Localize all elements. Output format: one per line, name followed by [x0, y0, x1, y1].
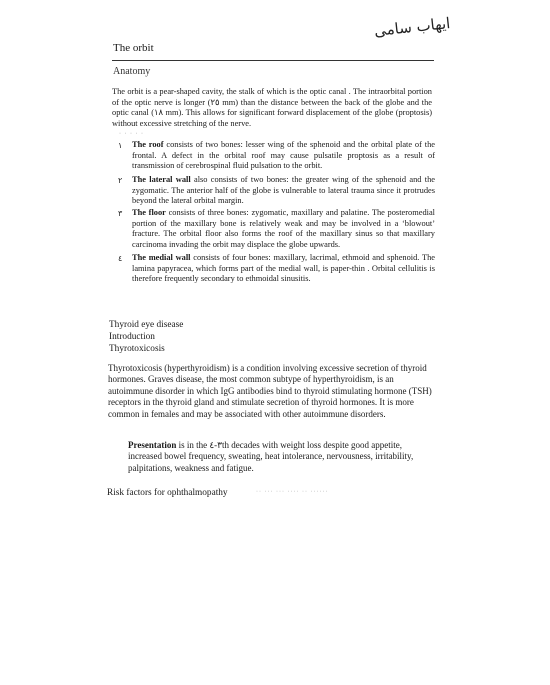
wall-item-lateral [132, 175, 435, 207]
thyroid-heading: Thyroid eye disease [109, 320, 184, 330]
presentation-text: is in the ٣-٤th decades with weight loss despite good appetite, increased bowel frequency, sweating, heat intolerance, nervousness, irritability, palpitations, weakness and fatigue. [128, 440, 414, 473]
faint-text: ·· ··· ··· ···· ·· ······ [256, 489, 329, 495]
wall-item-roof [132, 140, 435, 172]
wall-number-4: ٤ [118, 254, 123, 263]
page-title: The orbit [113, 42, 154, 54]
wall-term: The floor [132, 208, 166, 217]
presentation-term: Presentation [128, 440, 177, 450]
section-heading-anatomy: Anatomy [113, 66, 151, 77]
wall-text: consists of two bones: lesser wing of the sphenoid and the orbital plate of the frontal. A defect in the orbital roof may cause pulsatile proptosis as a result of transmission of cerebrospinal fluid pulsation to the orbit. [132, 140, 435, 171]
thyrotoxicosis-subheading: Thyrotoxicosis [109, 344, 165, 354]
faint-mark: · · · · · [119, 131, 144, 137]
presentation-paragraph [128, 440, 438, 474]
handwritten-note: ایهاب سامی [372, 14, 451, 40]
wall-item-medial [132, 253, 435, 285]
intro-paragraph: The orbit is a pear-shaped cavity, the stalk of which is the optic canal . The intraorbital portion of the optic nerve is longer (٢٥ mm) than the distance between the back of the globe and the optic canal (١٨ mm). This allows for significant forward displacement of the globe (proptosis) without excessive stretching of the nerve. [112, 87, 432, 128]
wall-number-2: ٢ [118, 176, 123, 185]
thyrotoxicosis-paragraph: Thyrotoxicosis (hyperthyroidism) is a condition involving excessive secretion of thyroid hormones. Graves disease, the most common subtype of hyperthyroidism, is an autoimmune disorder in which IgG antibodies bind to thyroid stimulating hormone (TSH) receptors in the thyroid gland and stimulate secretion of thyroid hormones. It is more common in females and may be associated with other autoimmune disorders. [108, 363, 432, 419]
risk-factors-heading: Risk factors for ophthalmopathy [107, 488, 228, 498]
wall-term: The lateral wall [132, 175, 191, 184]
wall-text: also consists of two bones: the greater wing of the sphenoid and the zygomatic. The anterior half of the globe is vulnerable to lateral trauma since it protrudes beyond the lateral orbital margin. [132, 175, 435, 206]
introduction-label: Introduction [109, 332, 155, 342]
title-rule [112, 60, 434, 61]
wall-term: The medial wall [132, 253, 191, 262]
wall-term: The roof [132, 140, 164, 149]
wall-item-floor [132, 208, 435, 250]
wall-text: consists of three bones: zygomatic, maxillary and palatine. The posteromedial portion of the maxillary bone is relatively weak and may be involved in a ‘blowout’ fracture. The orbital floor also forms the roof of the maxillary sinus so that maxillary carcinoma invading the orbit may displace the globe upwards. [132, 208, 436, 249]
wall-text: consists of four bones: maxillary, lacrimal, ethmoid and sphenoid. The lamina papyracea, which forms part of the medial wall, is paper-thin . Orbital cellulitis is therefore frequently secondary to ethmoidal sinusitis. [132, 253, 435, 284]
wall-number-3: ٣ [118, 209, 123, 218]
wall-number-1: ١ [118, 141, 123, 150]
